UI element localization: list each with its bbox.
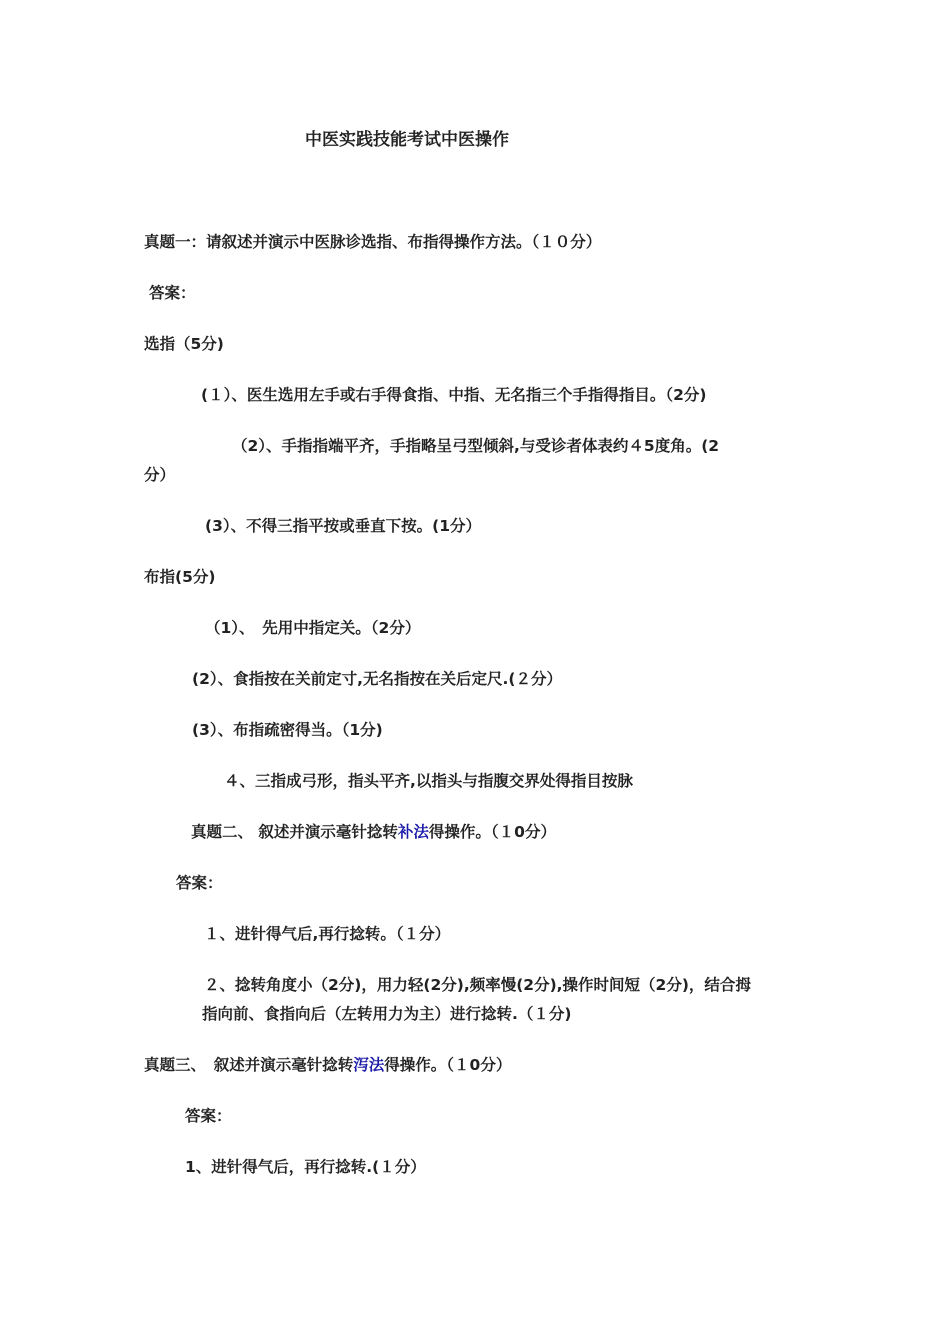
q3-answer-label: 答案： xyxy=(185,1107,232,1125)
q1-xuanzhi-item-2-line-1: （2）、手指指端平齐，手指略呈弓型倾斜,与受诊者体表约４5度角。(2 xyxy=(232,437,720,455)
q1-buzhi-item-4: ４、三指成弓形，指头平齐,以指头与指腹交界处得指目按脉 xyxy=(224,772,633,790)
q1-answer-label: 答案： xyxy=(149,284,196,302)
q1-xuanzhi-item-2-line-2: 分） xyxy=(144,466,176,484)
q1-buzhi-item-3: (3）、布指疏密得当。（1分) xyxy=(192,721,383,739)
q1-xuanzhi-heading: 选指（5分) xyxy=(144,335,224,353)
q1-xuanzhi-item-3: (3）、不得三指平按或垂直下按。(1分） xyxy=(205,517,481,535)
q2-item-2-line-1: ２、捻转角度小（2分)，用力轻(2分),频率慢(2分),操作时间短（2分)，结合拇 xyxy=(204,976,751,994)
document-title: 中医实践技能考试中医操作 xyxy=(305,130,509,150)
q2-question-pre: 真题二、 叙述并演示毫针捻转 xyxy=(191,823,398,841)
q2-question xyxy=(191,822,556,842)
q1-question: 真题一：请叙述并演示中医脉诊选指、布指得操作方法。（１０分） xyxy=(144,233,602,251)
q1-buzhi-heading: 布指(5分) xyxy=(144,568,216,586)
q2-question-post: 得操作。（１0分） xyxy=(428,823,556,841)
q2-item-2-line-2: 指向前、食指向后（左转用力为主）进行捻转.（１分) xyxy=(202,1005,572,1023)
q1-buzhi-item-2: (2）、食指按在关前定寸,无名指按在关后定尺.(２分） xyxy=(192,670,562,688)
q2-answer-label: 答案： xyxy=(176,874,223,892)
q3-item-1: 1、进针得气后，再行捻转.(１分） xyxy=(185,1158,426,1176)
q2-item-1: １、进针得气后,再行捻转。（１分） xyxy=(204,925,451,943)
q3-link-xiefa[interactable]: 泻法 xyxy=(353,1056,385,1074)
q3-question xyxy=(144,1055,511,1075)
q3-question-post: 得操作。（１0分） xyxy=(384,1056,512,1074)
q2-link-bufa[interactable]: 补法 xyxy=(397,823,429,841)
q1-buzhi-item-1: （1）、 先用中指定关。（2分） xyxy=(205,619,421,637)
q1-xuanzhi-item-1: (１）、医生选用左手或右手得食指、中指、无名指三个手指得指目。（2分) xyxy=(201,386,707,404)
q3-question-pre: 真题三、 叙述并演示毫针捻转 xyxy=(144,1056,354,1074)
